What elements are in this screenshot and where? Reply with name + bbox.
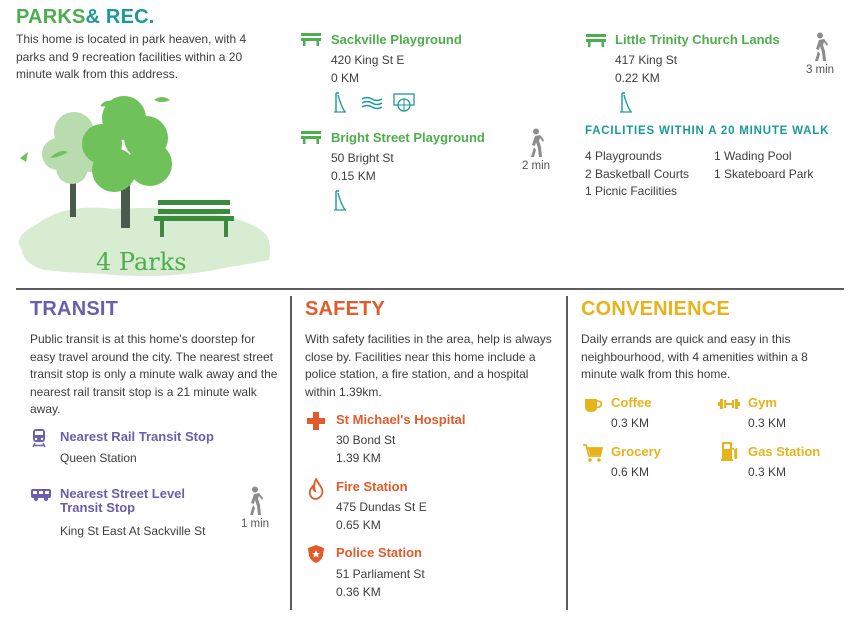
safety-distance-fire: 0.65 KM xyxy=(336,518,381,532)
parks-title-amp: & REC. xyxy=(85,6,155,28)
rail-stop-name: Queen Station xyxy=(60,451,137,465)
safety-address-hospital: 30 Bond St xyxy=(336,433,396,447)
bus-icon xyxy=(30,488,52,502)
facilities-list-right xyxy=(714,148,813,183)
bench-icon xyxy=(300,32,322,46)
convenience-name-gym[interactable]: Gym xyxy=(748,395,777,410)
slide-icon xyxy=(619,92,633,114)
gas-pump-icon xyxy=(720,440,738,462)
bench-icon xyxy=(300,130,322,144)
convenience-name-gas[interactable]: Gas Station xyxy=(748,444,821,459)
street-stop-title-line2: Transit Stop xyxy=(60,500,136,515)
section-divider xyxy=(16,288,844,290)
cart-icon xyxy=(582,443,604,463)
convenience-distance-gym: 0.3 KM xyxy=(748,416,787,430)
facility-item: 4 Playgrounds xyxy=(585,149,662,163)
hospital-icon xyxy=(306,411,326,431)
safety-address-police: 51 Parliament St xyxy=(336,567,425,581)
parks-description: This home is located in park heaven, with 4 parks and 9 recreation facilities within a 20 minute walk from this address. xyxy=(16,32,247,81)
safety-address-fire: 475 Dundas St E xyxy=(336,500,427,514)
convenience-title: CONVENIENCE xyxy=(581,298,730,320)
column-divider xyxy=(566,296,568,610)
convenience-distance-gas: 0.3 KM xyxy=(748,465,787,479)
safety-description: With safety facilities in the area, help is always close by. Facilities near this home include a police station, a fire station, and a hospital within 1.39km. xyxy=(305,332,552,399)
convenience-name-coffee[interactable]: Coffee xyxy=(611,395,652,410)
fire-icon xyxy=(308,478,324,500)
slide-icon xyxy=(333,190,347,212)
street-stop-name: King St East At Sackville St xyxy=(60,524,206,538)
facility-item: 2 Basketball Courts xyxy=(585,166,690,181)
transit-description: Public transit is at this home's doorstep for easy travel around the city. The nearest street transit stop is only a minute walk away and the nearest rail transit stop is a 21 minute walk away. xyxy=(30,332,278,416)
park-address-trinity: 417 King St xyxy=(615,53,678,67)
walk-icon xyxy=(246,486,264,516)
walk-time-bright xyxy=(516,128,556,172)
column-divider xyxy=(290,296,292,610)
slide-icon xyxy=(333,92,347,114)
walk-label: 1 min xyxy=(240,518,270,530)
bench-icon xyxy=(585,33,607,47)
rail-stop-title[interactable]: Nearest Rail Transit Stop xyxy=(60,429,214,444)
park-address-sackville: 420 King St E xyxy=(331,53,405,67)
convenience-distance-grocery: 0.6 KM xyxy=(611,465,650,479)
parks-title xyxy=(16,6,155,29)
safety-title: SAFETY xyxy=(305,298,386,320)
walk-icon xyxy=(811,32,829,62)
facilities-title: FACILITIES WITHIN A 20 MINUTE WALK xyxy=(585,125,830,137)
convenience-distance-coffee: 0.3 KM xyxy=(611,416,650,430)
park-distance-trinity: 0.22 KM xyxy=(615,71,660,85)
street-stop-title[interactable] xyxy=(60,487,185,515)
coffee-icon xyxy=(583,396,603,414)
walk-time-street xyxy=(235,486,275,530)
walk-label: 3 min xyxy=(805,64,835,76)
park-address-bright: 50 Bright St xyxy=(331,151,394,165)
wave-icon xyxy=(361,96,383,110)
walk-icon xyxy=(527,128,545,158)
safety-name-hospital[interactable]: St Michael's Hospital xyxy=(336,412,466,427)
safety-distance-police: 0.36 KM xyxy=(336,585,381,599)
transit-title: TRANSIT xyxy=(30,298,119,320)
park-name-bright[interactable]: Bright Street Playground xyxy=(331,130,485,145)
facilities-list-left xyxy=(585,148,689,201)
safety-name-police[interactable]: Police Station xyxy=(336,545,422,560)
train-icon xyxy=(31,428,47,448)
convenience-description: Daily errands are quick and easy in this neighbourhood, with 4 amenities within a 8 minute walk from this home. xyxy=(581,332,808,381)
convenience-name-grocery[interactable]: Grocery xyxy=(611,444,661,459)
police-badge-icon xyxy=(307,544,325,564)
parks-count: 4 Parks xyxy=(96,248,187,276)
safety-distance-hospital: 1.39 KM xyxy=(336,451,381,465)
park-distance-bright: 0.15 KM xyxy=(331,169,376,183)
safety-name-fire[interactable]: Fire Station xyxy=(336,479,408,494)
facility-item: 1 Skateboard Park xyxy=(714,166,814,181)
facility-item: 1 Picnic Facilities xyxy=(585,184,678,198)
walk-time-trinity xyxy=(800,32,840,76)
street-stop-title-line1: Nearest Street Level xyxy=(60,486,186,501)
facility-item: 1 Wading Pool xyxy=(714,149,792,163)
park-name-trinity[interactable]: Little Trinity Church Lands xyxy=(615,32,780,47)
walk-label: 2 min xyxy=(521,160,551,172)
park-distance-sackville: 0 KM xyxy=(331,71,360,85)
basketball-icon xyxy=(393,93,415,113)
park-name-sackville[interactable]: Sackville Playground xyxy=(331,32,462,47)
dumbbell-icon xyxy=(717,398,741,410)
parks-title-main: PARKS xyxy=(16,6,86,28)
